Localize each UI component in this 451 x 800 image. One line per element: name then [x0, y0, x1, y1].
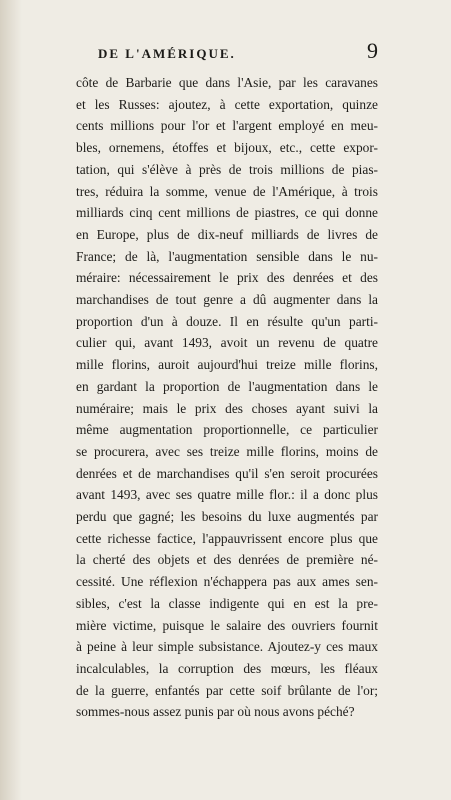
text-line: même augmentation proportionnelle, ce particulier: [76, 422, 378, 438]
text-line: cents millions pour l'or et l'argent employé en meu-: [76, 118, 378, 134]
text-line: de la guerre, enfantés par cette soif brûlante de l'or;: [76, 682, 378, 698]
text-line: la cherté des objets et des denrées de première né-: [76, 552, 378, 568]
text-line: incalculables, la corruption des mœurs, les fléaux: [76, 660, 378, 676]
text-line: se procurera, avec ses treize mille florins, moins de: [76, 443, 378, 459]
text-line: à peine à leur simple subsistance. Ajoutez-y ces maux: [76, 639, 378, 655]
running-head: DE L'AMÉRIQUE.: [98, 46, 236, 61]
text-line: côte de Barbarie que dans l'Asie, par les caravanes: [76, 75, 378, 90]
page-number: 9: [367, 38, 378, 63]
text-line: avant 1493, avec ses quatre mille flor.: il a donc plus: [76, 487, 378, 503]
text-line: perdu que gagné; les besoins du luxe augmentés par: [76, 509, 378, 525]
text-line: mière victime, puisque le salaire des ouvriers fournit: [76, 617, 378, 633]
text-line: cette richesse factice, l'appauvrissent encore plus que: [76, 530, 378, 546]
text-line: tres, réduira la somme, venue de l'Amérique, à trois: [76, 183, 378, 199]
text-line: cessité. Une réflexion n'échappera pas aux ames sen-: [76, 574, 378, 590]
text-line: bles, ornemens, étoffes et bijoux, etc., cette expor-: [76, 140, 378, 156]
text-line: mille florins, auroit aujourd'hui treize mille florins,: [76, 357, 378, 373]
text-line: culier qui, avant 1493, avoit un revenu de quatre: [76, 335, 378, 351]
text-line: en gardant la proportion de l'augmentation dans le: [76, 378, 378, 394]
text-line: tation, qui s'élève à près de trois millions de pias-: [76, 161, 378, 177]
text-line: sibles, c'est la classe indigente qui en est la pre-: [76, 595, 378, 611]
text-line: et les Russes: ajoutez, à cette exportation, quinze: [76, 96, 378, 112]
text-line: en Europe, plus de dix-neuf milliards de livres de: [76, 226, 378, 242]
text-line: denrées et de marchandises qu'il s'en seroit procurées: [76, 465, 378, 481]
body-text: [76, 72, 378, 723]
text-line: sommes-nous assez punis par où nous avons péché?: [76, 704, 355, 720]
text-line: numéraire; mais le prix des choses ayant suivi la: [76, 400, 378, 416]
text-line: marchandises de tout genre a dû augmenter dans la: [76, 292, 378, 308]
binding-shadow: [0, 0, 22, 800]
text-line: France; de là, l'augmentation sensible dans le nu-: [76, 248, 378, 264]
text-line: méraire: nécessairement le prix des denrées et des: [76, 270, 378, 286]
text-line: proportion d'un à douze. Il en résulte qu'un parti-: [76, 313, 378, 329]
text-line: milliards cinq cent millions de piastres, ce qui donne: [76, 205, 378, 221]
page-header: [98, 38, 378, 62]
